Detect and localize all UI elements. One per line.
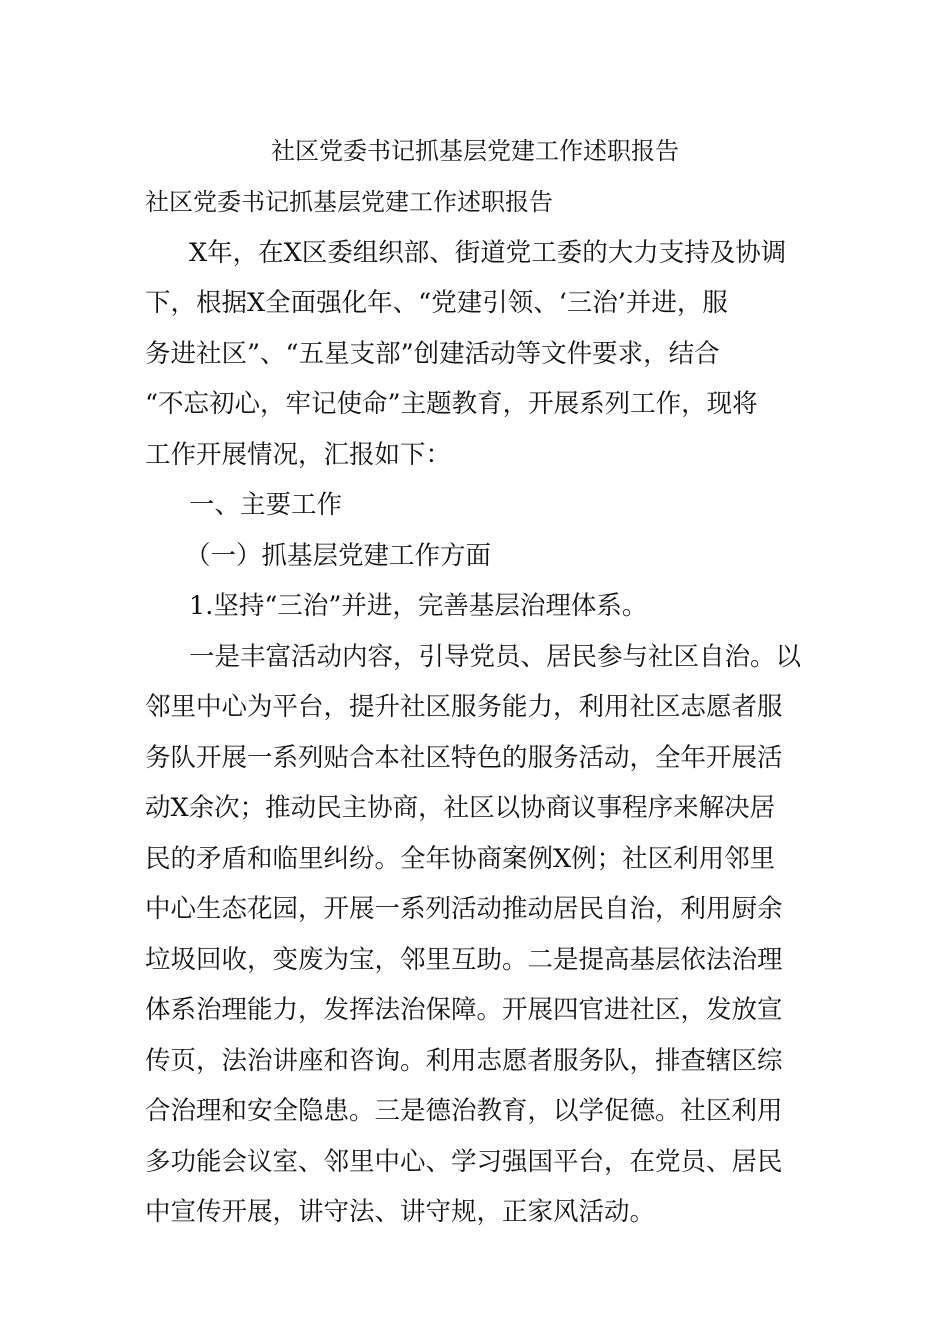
body-line: 中心生态花园，开展一系列活动推动居民自治，利用厨余	[145, 894, 783, 924]
body-line: 务队开展一系列贴合本社区特色的服务活动，全年开展活	[145, 742, 783, 773]
intro-line: 务进社区”、“五星支部”创建活动等文件要求，结合	[145, 338, 720, 369]
body-line: 动X余次；推动民主协商，社区以协商议事程序来解决居	[145, 793, 776, 823]
document-title: 社区党委书记抓基层党建工作述职报告	[271, 137, 679, 165]
body-line: 垃圾回收，变废为宝，邻里互助。二是提高基层依法治理	[145, 944, 783, 975]
body-line: 传页，法治讲座和咨询。利用志愿者服务队，排查辖区综	[145, 1045, 783, 1076]
intro-line: 下，根据X全面强化年、“党建引领、‘三治’并进，服	[145, 288, 728, 318]
item-heading: 1.坚持“三治”并进，完善基层治理体系。	[189, 591, 648, 621]
body-line: 中宣传开展，讲守法、讲守规，正家风活动。	[145, 1197, 656, 1227]
document-body	[145, 177, 805, 1238]
document-subtitle: 社区党委书记抓基层党建工作述职报告	[145, 188, 553, 216]
intro-paragraph	[145, 228, 805, 481]
body-paragraph	[145, 632, 805, 1238]
subsection-heading: （一）抓基层党建工作方面	[185, 540, 492, 571]
body-line: 一是丰富活动内容，引导党员、居民参与社区自治。以	[189, 641, 802, 672]
section-heading: 一、主要工作	[189, 490, 343, 520]
intro-line: 工作开展情况，汇报如下：	[145, 439, 452, 470]
body-line: 合治理和安全隐患。三是德治教育，以学促德。社区利用	[145, 1096, 783, 1126]
body-line: 多功能会议室、邻里中心、学习强国平台，在党员、居民	[145, 1146, 783, 1177]
intro-line: “不忘初心，牢记使命”主题教育，开展系列工作，现将	[145, 389, 758, 419]
body-line: 邻里中心为平台，提升社区服务能力，利用社区志愿者服	[145, 692, 783, 722]
body-line: 民的矛盾和临里纠纷。全年协商案例X例；社区利用邻里	[145, 843, 776, 874]
body-line: 体系治理能力，发挥法治保障。开展四官进社区，发放宣	[145, 995, 783, 1025]
intro-line: X年，在X区委组织部、街道党工委的大力支持及协调	[189, 237, 787, 268]
